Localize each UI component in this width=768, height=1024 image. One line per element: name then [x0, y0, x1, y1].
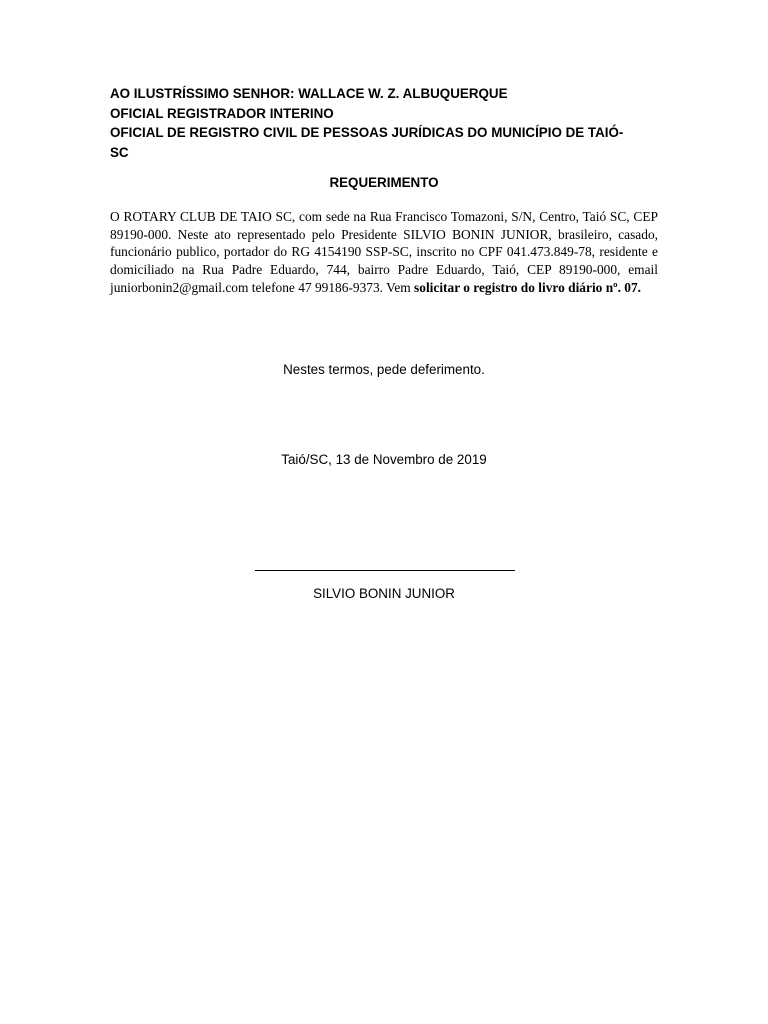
addressee-office-line: OFICIAL DE REGISTRO CIVIL DE PESSOAS JURÍDICAS DO MUNICÍPIO DE TAIÓ- — [110, 125, 624, 140]
document-title: REQUERIMENTO — [329, 175, 439, 190]
request-body-text: O ROTARY CLUB DE TAIO SC, com sede na Rua Francisco Tomazoni, S/N, Centro, Taió SC, CEP 89190-000. Neste ato representado pelo Presidente SILVIO BONIN JUNIOR, brasileiro, casado, funcionário publico, portador do RG 4154190 SSP-SC, inscrito no CPF 041.473.849-78, residente e domiciliado na Rua Padre Eduardo, 744, bairro Padre Eduardo, Taió, CEP 89190-000, email juniorbonin2@gmail.com telefone 47 99186-9373. Vem — [110, 209, 658, 295]
addressee-office-line-continuation: SC — [110, 144, 129, 160]
signature-line — [255, 570, 515, 571]
closing-phrase: Nestes termos, pede deferimento. — [283, 362, 485, 377]
addressee-name-line: AO ILUSTRÍSSIMO SENHOR: WALLACE W. Z. ALBUQUERQUE — [110, 86, 508, 101]
request-emphasis-text: solicitar o registro do livro diário nº. 07. — [414, 279, 642, 295]
signer-name: SILVIO BONIN JUNIOR — [313, 586, 455, 601]
addressee-role-line: OFICIAL REGISTRADOR INTERINO — [110, 105, 334, 121]
place-and-date: Taió/SC, 13 de Novembro de 2019 — [281, 452, 487, 467]
request-paragraph — [110, 208, 658, 297]
addressee-header — [110, 84, 660, 162]
